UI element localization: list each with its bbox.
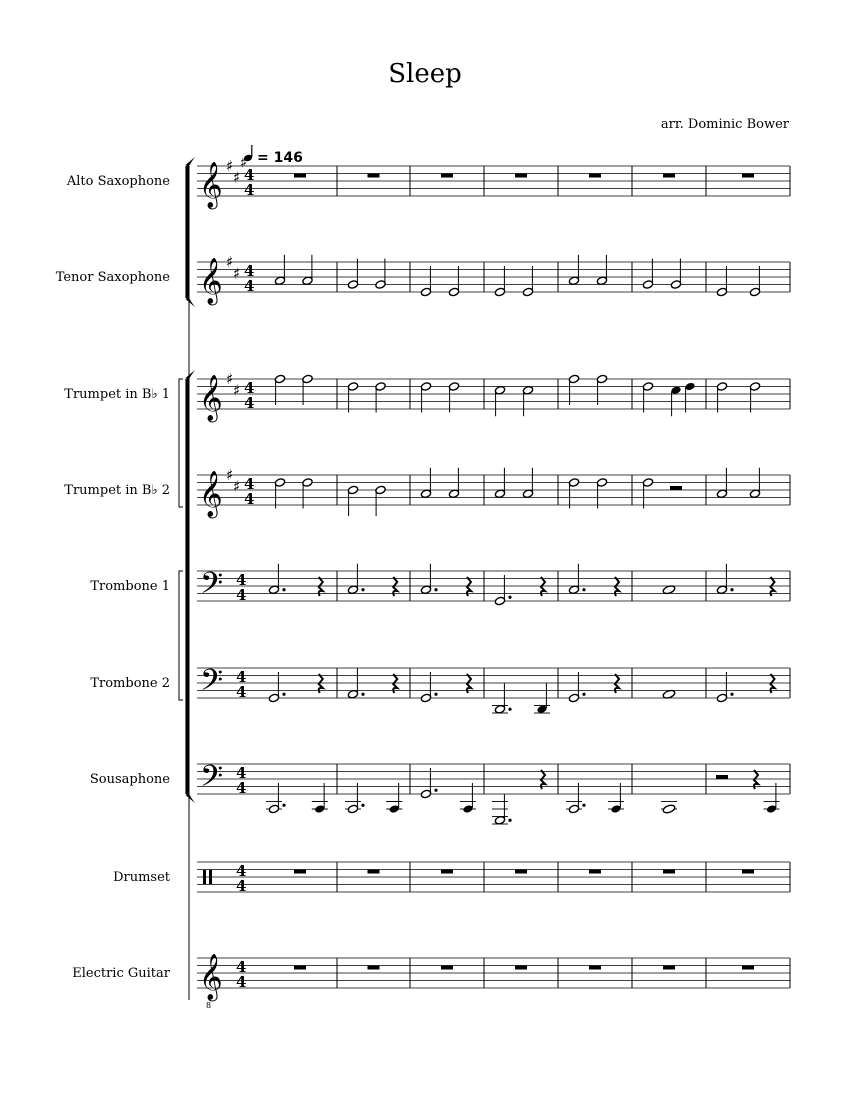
brass-group-bracket bbox=[186, 370, 196, 803]
time-signature-top: 4 bbox=[236, 764, 247, 782]
note bbox=[266, 783, 286, 814]
time-signature-bottom: 4 bbox=[236, 683, 247, 701]
whole-rest-icon bbox=[663, 966, 675, 970]
note bbox=[522, 468, 533, 499]
time-signature-bottom: 4 bbox=[244, 277, 255, 295]
time-signature-top: 4 bbox=[236, 571, 247, 589]
note bbox=[568, 564, 585, 595]
treble-clef-icon: 𝄞 bbox=[199, 375, 223, 421]
whole-rest-icon bbox=[589, 966, 601, 970]
time-signature-top: 4 bbox=[236, 862, 247, 880]
time-signature-top: 4 bbox=[236, 668, 247, 686]
note bbox=[302, 374, 313, 405]
bass-clef-icon: 𝄢 bbox=[200, 760, 224, 801]
note bbox=[716, 564, 733, 595]
note bbox=[534, 683, 550, 714]
time-signature-top: 4 bbox=[244, 166, 255, 184]
treble-clef-icon: 𝄞 bbox=[199, 954, 223, 1000]
note bbox=[347, 564, 364, 595]
whole-rest-icon bbox=[515, 870, 527, 874]
note bbox=[642, 259, 653, 290]
note bbox=[749, 266, 760, 297]
note bbox=[494, 266, 505, 297]
sharp-icon: ♯ bbox=[233, 381, 241, 400]
note bbox=[670, 259, 681, 290]
note bbox=[347, 485, 358, 516]
time-signature-bottom: 4 bbox=[236, 877, 247, 895]
composer-credit: arr. Dominic Bower bbox=[660, 117, 789, 132]
note bbox=[716, 266, 727, 297]
sharp-icon: ♯ bbox=[226, 370, 234, 388]
score-system bbox=[56, 153, 790, 1010]
sharp-icon: ♯ bbox=[226, 466, 234, 484]
instrument-name: Drumset bbox=[113, 870, 170, 885]
system-brackets bbox=[179, 157, 195, 1000]
time-signature-bottom: 4 bbox=[236, 586, 247, 604]
note bbox=[274, 374, 285, 405]
note bbox=[347, 382, 358, 413]
note bbox=[347, 668, 364, 699]
note bbox=[375, 485, 386, 516]
note bbox=[268, 564, 285, 595]
time-signature-bottom: 4 bbox=[244, 490, 255, 508]
note bbox=[716, 468, 727, 499]
note bbox=[375, 259, 386, 290]
sharp-icon: ♯ bbox=[233, 264, 241, 283]
time-signature-bottom: 4 bbox=[236, 973, 247, 991]
note bbox=[420, 564, 437, 595]
whole-rest-icon bbox=[368, 174, 380, 178]
octave-marker-icon: 8 bbox=[206, 1001, 212, 1010]
instrument-name: Trumpet in B♭ 1 bbox=[64, 387, 170, 402]
note bbox=[274, 478, 285, 509]
whole-rest-icon bbox=[368, 870, 380, 874]
staff-trombone-1 bbox=[90, 564, 790, 608]
note bbox=[749, 382, 760, 413]
note bbox=[522, 386, 533, 417]
instrument-name: Trumpet in B♭ 2 bbox=[64, 483, 170, 498]
time-signature-top: 4 bbox=[236, 958, 247, 976]
note bbox=[448, 382, 459, 413]
note bbox=[684, 382, 695, 413]
note bbox=[642, 382, 653, 413]
note bbox=[302, 255, 313, 286]
staff-tenor-saxophone bbox=[56, 253, 790, 306]
note bbox=[716, 382, 727, 413]
staff-sousaphone bbox=[90, 760, 790, 825]
whole-rest-icon bbox=[663, 174, 675, 178]
whole-rest-icon bbox=[663, 870, 675, 874]
whole-rest-icon bbox=[294, 966, 306, 970]
note bbox=[312, 783, 328, 814]
whole-rest-icon bbox=[294, 870, 306, 874]
note bbox=[568, 478, 579, 509]
note bbox=[764, 783, 780, 814]
tempo-value: = 146 bbox=[257, 150, 303, 166]
bass-clef-icon: 𝄢 bbox=[200, 567, 224, 608]
note bbox=[492, 794, 512, 825]
note bbox=[596, 478, 607, 509]
whole-rest-icon bbox=[515, 966, 527, 970]
note bbox=[420, 468, 431, 499]
note bbox=[448, 266, 459, 297]
half-rest-icon bbox=[670, 486, 682, 490]
note bbox=[347, 259, 358, 290]
note bbox=[345, 783, 365, 814]
half-rest-icon bbox=[716, 775, 728, 779]
sharp-icon: ♯ bbox=[233, 477, 241, 496]
note bbox=[642, 478, 653, 509]
sharp-icon: ♯ bbox=[226, 157, 234, 175]
note bbox=[460, 783, 476, 814]
time-signature-bottom: 4 bbox=[236, 779, 247, 797]
note bbox=[492, 683, 512, 714]
note bbox=[596, 374, 607, 405]
note bbox=[494, 386, 505, 417]
time-signature-bottom: 4 bbox=[244, 394, 255, 412]
sharp-icon: ♯ bbox=[233, 168, 241, 187]
whole-rest-icon bbox=[515, 174, 527, 178]
whole-rest-icon bbox=[294, 174, 306, 178]
time-signature-top: 4 bbox=[244, 379, 255, 397]
score-title: Sleep bbox=[388, 59, 462, 89]
whole-rest-icon bbox=[441, 966, 453, 970]
staff-trumpet-in-b-2 bbox=[64, 466, 790, 519]
whole-rest-icon bbox=[441, 174, 453, 178]
note bbox=[494, 468, 505, 499]
note bbox=[596, 255, 607, 286]
sharp-icon: ♯ bbox=[240, 153, 248, 172]
note bbox=[661, 802, 677, 815]
instrument-name: Tenor Saxophone bbox=[55, 270, 170, 285]
whole-rest-icon bbox=[441, 870, 453, 874]
treble-clef-icon: 𝄞 bbox=[199, 258, 223, 304]
note bbox=[274, 255, 285, 286]
staff-trumpet-in-b-1 bbox=[64, 370, 790, 423]
time-signature-top: 4 bbox=[244, 475, 255, 493]
whole-rest-icon bbox=[589, 174, 601, 178]
note bbox=[386, 783, 402, 814]
staff-alto-saxophone bbox=[66, 153, 790, 210]
staff-drumset bbox=[113, 862, 790, 895]
time-signature-bottom: 4 bbox=[244, 181, 255, 199]
time-signature-top: 4 bbox=[244, 262, 255, 280]
sharp-icon: ♯ bbox=[226, 253, 234, 271]
saxophone-group-bracket bbox=[186, 157, 196, 307]
bass-clef-icon: 𝄢 bbox=[200, 664, 224, 705]
trombone-group-brace bbox=[179, 571, 183, 700]
whole-rest-icon bbox=[368, 966, 380, 970]
note bbox=[420, 266, 431, 297]
note bbox=[302, 478, 313, 509]
instrument-name: Trombone 1 bbox=[90, 579, 170, 594]
instrument-name: Alto Saxophone bbox=[66, 174, 170, 189]
note bbox=[420, 382, 431, 413]
treble-clef-icon: 𝄞 bbox=[199, 162, 223, 208]
tempo-marking bbox=[243, 145, 303, 166]
staff-electric-guitar bbox=[72, 954, 790, 1010]
instrument-name: Electric Guitar bbox=[72, 966, 170, 981]
whole-rest-icon bbox=[589, 870, 601, 874]
note bbox=[608, 783, 624, 814]
trumpet-group-brace bbox=[179, 379, 183, 507]
instrument-name: Trombone 2 bbox=[90, 676, 170, 691]
treble-clef-icon: 𝄞 bbox=[199, 471, 223, 517]
note bbox=[568, 255, 579, 286]
note bbox=[749, 468, 760, 499]
whole-rest-icon bbox=[742, 966, 754, 970]
note bbox=[448, 468, 459, 499]
note bbox=[522, 266, 533, 297]
whole-rest-icon bbox=[742, 870, 754, 874]
note bbox=[375, 382, 386, 413]
instrument-name: Sousaphone bbox=[89, 772, 170, 787]
note bbox=[566, 783, 586, 814]
note bbox=[670, 386, 681, 417]
note bbox=[568, 374, 579, 405]
whole-rest-icon bbox=[742, 174, 754, 178]
staff-trombone-2 bbox=[90, 664, 790, 714]
